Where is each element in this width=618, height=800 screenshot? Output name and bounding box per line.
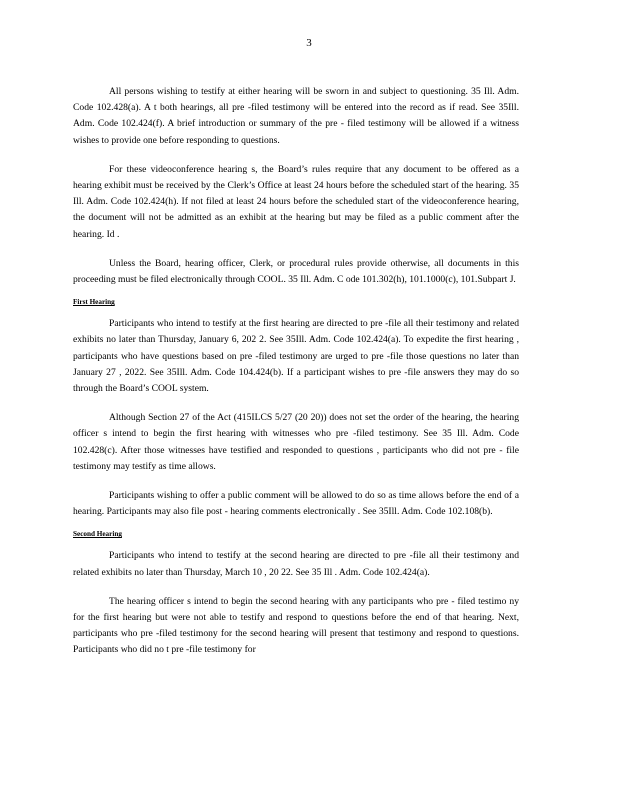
paragraph-second-hearing-prefile: Participants who intend to testify at the second hearing are directed to pre -file all their testimony and related exhibits no later than Thursday, March 10 , 20 22. See 35 Ill . Adm. Code 102.424(a). bbox=[73, 550, 519, 578]
section-heading-second-hearing: Second Hearing bbox=[73, 530, 122, 539]
paragraph-first-hearing-order: Although Section 27 of the Act (415ILCS 5/27 (20 20)) does not set the order of the hearing, the hearing officer s intend to begin the first hearing with witnesses who pre -filed testimony. See 35 Ill. Adm. Code 102.428(c). After those witnesses have testified and responded to questions , participants who did not pre - file testimony may testify as time allows. bbox=[73, 412, 519, 472]
paragraph-first-hearing-prefile: Participants who intend to testify at the first hearing are directed to pre -file all their testimony and related exhibits no later than Thursday, January 6, 202 2. See 35Ill. Adm. Code 102.424(a). To expedite the first hearing , participants who have questions based on pre -filed testimony are urged to pre -file those questions no later than January 27 , 2022. See 35Ill. Adm. Code 104.424(b). If a participant wishes to pre -file answers they may do so through the Board’s COOL system. bbox=[73, 318, 519, 395]
document-body bbox=[73, 84, 519, 659]
paragraph-public-comment: Participants wishing to offer a public comment will be allowed to do so as time allows before the end of a hearing. Participants may also file post - hearing comments electronically . See 35Ill. Adm. Code 102.108(b). bbox=[73, 490, 519, 518]
section-heading-first-hearing: First Hearing bbox=[73, 298, 115, 307]
paragraph-second-hearing-order: The hearing officer s intend to begin the second hearing with any participants who pre - filed testimo ny for the first hearing but were not able to testify and respond to questions before the end of that hearing. Next, participants who pre -filed testimony for the second hearing will present that testimony and respond to questions. Participants who did no t pre -file testimony for bbox=[73, 595, 519, 656]
paragraph-videoconference-exhibits: For these videoconference hearing s, the Board’s rules require that any document to be offered as a hearing exhibit must be received by the Clerk’s Office at least 24 hours before the scheduled start of the hearing. 35 Ill. Adm. Code 102.424(h). If not filed at least 24 hours before the scheduled start of the videoconference hearing, the document will not be admitted as an exhibit at the hearing but may be filed as a public comment after the hearing. Id . bbox=[73, 163, 519, 240]
paragraph-electronic-filing: Unless the Board, hearing officer, Clerk, or procedural rules provide otherwise, all documents in this proceeding must be filed electronically through COOL. 35 Ill. Adm. C ode 101.302(h), 101.1000(c), 101.Subpart J. bbox=[73, 257, 519, 286]
page-number: 3 bbox=[306, 37, 312, 49]
paragraph-sworn-testimony: All persons wishing to testify at either hearing will be sworn in and subject to questioning. 35 Ill. Adm. Code 102.428(a). A t both hearings, all pre -filed testimony will be entered into the record as if read. See 35Ill. Adm. Code 102.424(f). A brief introduction or summary of the pre - filed testimony will be allowed if a witness wishes to provide one before responding to questions. bbox=[73, 86, 519, 146]
